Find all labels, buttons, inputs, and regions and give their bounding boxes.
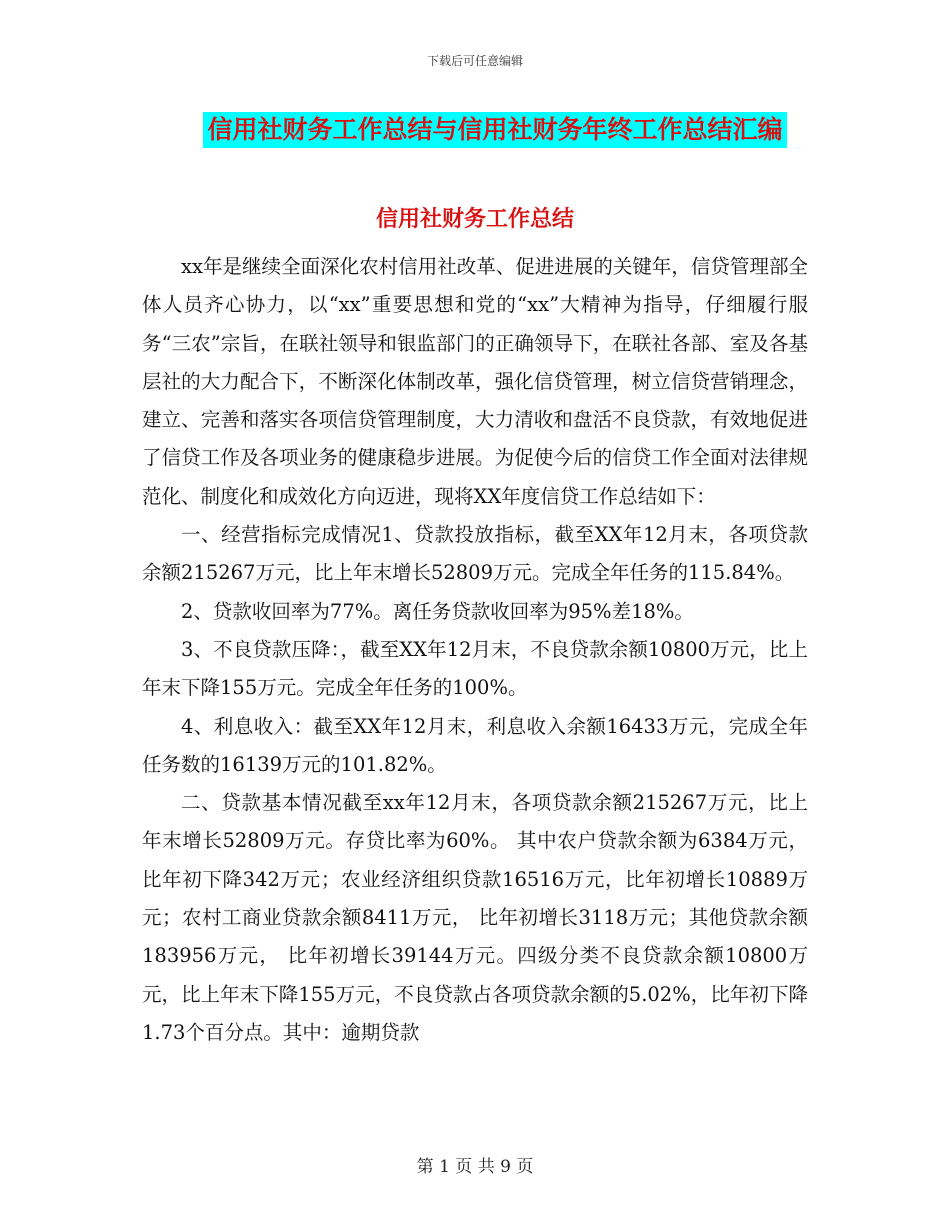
body-paragraph: xx年是继续全面深化农村信用社改革、促进进展的关键年，信贷管理部全体人员齐心协力，以“xx”重要思想和党的“xx”大精神为指导，仔细履行服务“三农”宗旨，在联社领导和银监部门的正确领导下，在联社各部、室及各基层社的大力配合下，不断深化体制改革，强化信贷管理，树立信贷营销理念，建立、完善和落实各项信贷管理制度，大力清收和盘活不良贷款，有效地促进了信贷工作及各项业务的健康稳步进展。为促使今后的信贷工作全面对法律规范化、制度化和成效化方向迈进，现将XX年度信贷工作总结如下：: [142, 255, 808, 508]
body-paragraph: 2、贷款收回率为77%。离任务贷款收回率为95%差18%。: [181, 599, 694, 623]
document-title-wrap: [0, 112, 950, 148]
page-header-note: 下载后可任意编辑: [426, 54, 523, 68]
body-paragraph: 3、不良贷款压降：，截至XX年12月末，不良贷款余额10800万元，比上年末下降155万元。完成全年任务的100%。: [142, 637, 808, 700]
document-title: 信用社财务工作总结与信用社财务年终工作总结汇编: [203, 112, 786, 148]
body-paragraph: 二、贷款基本情况截至xx年12月末，各项贷款余额215267万元，比上年末增长52809万元。存贷比率为60%。 其中农户贷款余额为6384万元， 比年初下降342万元；农业经济组织贷款16516万元，比年初增长10889万元；农村工商业贷款余额8411万元， 比年初增长3118万元；其他贷款余额183956万元， 比年初增长39144万元。四级分类不良贷款余额10800万元，比上年末下降155万元，不良贷款占各项贷款余额的5.02%，比年初下降1.73个百分点。其中：逾期贷款: [142, 791, 808, 1044]
section-title: 信用社财务工作总结: [375, 207, 574, 232]
document-body: [142, 248, 808, 1052]
body-paragraph: 4、利息收入：截至XX年12月末，利息收入余额16433万元，完成全年任务数的16139万元的101.82%。: [142, 714, 808, 776]
page-number: 第 1 页 共 9 页: [416, 1157, 534, 1177]
body-paragraph: 一、经营指标完成情况1、贷款投放指标，截至XX年12月末，各项贷款余额215267万元，比上年末增长52809万元。完成全年任务的115.84%。: [142, 523, 808, 585]
